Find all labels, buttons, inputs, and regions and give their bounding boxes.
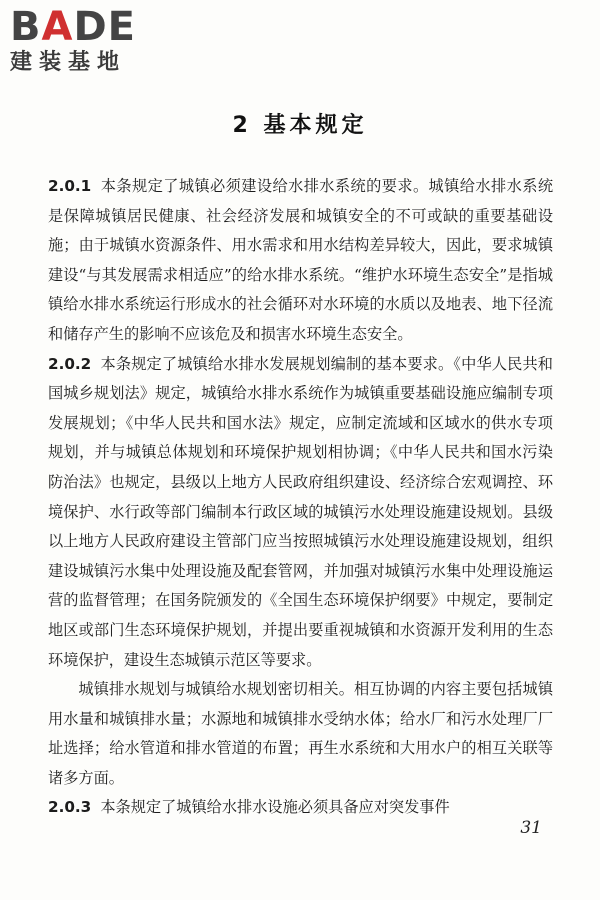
page-number: 31 bbox=[520, 818, 542, 838]
clause-text: 本条规定了城镇必须建设给水排水系统的要求。城镇给水排水系统是保障城镇居民健康、社会经济发展和城镇安全的不可或缺的重要基础设施；由于城镇水资源条件、用水需求和用水结构差异较大，因此，要求城镇建设“与其发展需求相适应”的给水排水系统。“维护水环境生态安全”是指城镇给水排水系统运行形成水的社会循环对水环境的水质以及地表、地下径流和储存产生的影响不应该危及和损害水环境生态安全。 bbox=[48, 177, 553, 343]
clause-2-0-1 bbox=[48, 172, 553, 350]
document-body bbox=[48, 172, 553, 823]
chapter-title: 2 基本规定 bbox=[232, 113, 368, 138]
logo-subtitle: 建装基地 bbox=[10, 50, 127, 75]
clause-number: 2.0.2 bbox=[48, 354, 92, 373]
clause-2-0-2 bbox=[48, 350, 553, 676]
clause-text: 本条规定了城镇给水排水设施必须具备应对突发事件 bbox=[100, 798, 450, 817]
logo-wordmark: BADE bbox=[10, 4, 136, 50]
clause-text: 本条规定了城镇给水排水发展规划编制的基本要求。《中华人民共和国城乡规划法》规定，城镇给水排水系统作为城镇重要基础设施应编制专项发展规划；《中华人民共和国水法》规定，应制定流域和区域水的供水专项规划，并与城镇总体规划和环境保护规划相协调；《中华人民共和国水污染防治法》也规定，县级以上地方人民政府组织建设、经济综合宏观调控、环境保护、水行政等部门编制本行政区域的城镇污水处理设施建设规划。县级以上地方人民政府建设主管部门应当按照城镇污水处理设施建设规划，组织建设城镇污水集中处理设施及配套管网，并加强对城镇污水集中处理设施运营的监督管理；在国务院颁发的《全国生态环境保护纲要》中规定，要制定地区或部门生态环境保护规划，并提出要重视城镇和水资源开发利用的生态环境保护，建设生态城镇示范区等要求。 bbox=[48, 354, 553, 669]
clause-2-0-3 bbox=[48, 793, 553, 823]
clause-2-0-2-continuation: 城镇排水规划与城镇给水规划密切相关。相互协调的内容主要包括城镇用水量和城镇排水量；水源地和城镇排水受纳水体；给水厂和污水处理厂厂址选择；给水管道和排水管道的布置；再生水系统和大用水户的相互关联等诸多方面。 bbox=[48, 680, 553, 787]
clause-number: 2.0.1 bbox=[48, 177, 92, 195]
logo-accent-letter: A bbox=[41, 4, 74, 50]
bade-logo bbox=[10, 6, 180, 78]
clause-number: 2.0.3 bbox=[48, 798, 92, 817]
